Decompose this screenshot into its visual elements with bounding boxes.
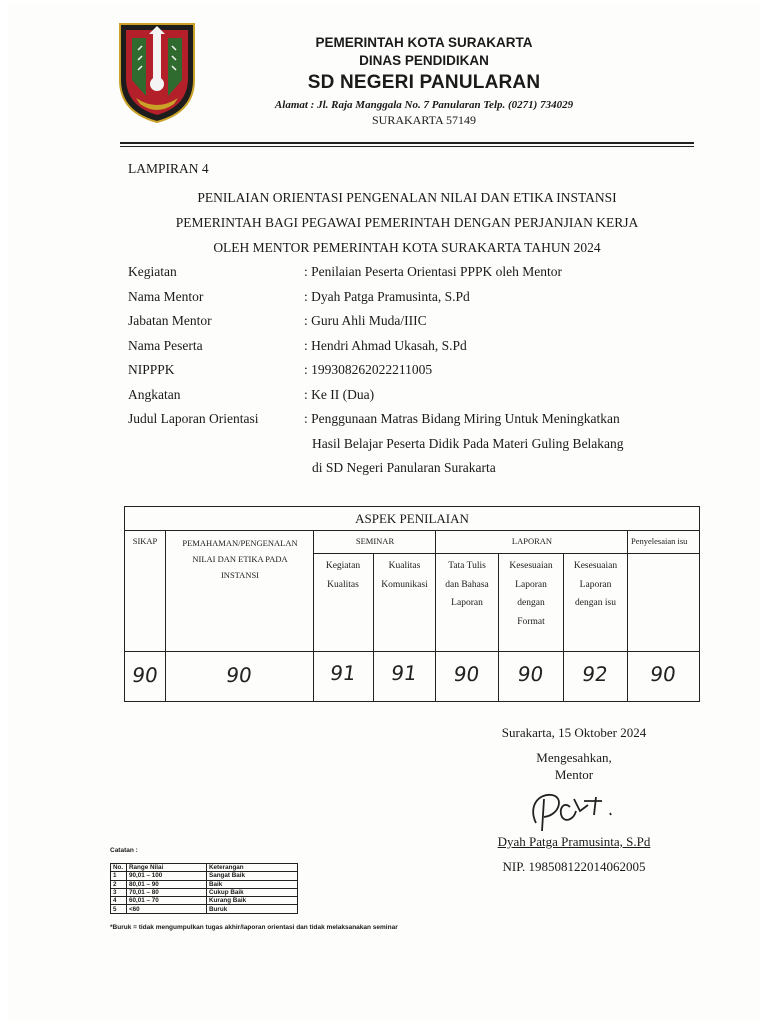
info-value — [304, 407, 688, 481]
letterhead-department: DINAS PENDIDIKAN — [359, 53, 489, 68]
col-pemahaman — [167, 535, 313, 583]
report-title-line-1: : Penggunaan Matras Bidang Miring Untuk Meningkatkan — [304, 411, 620, 426]
info-row — [128, 285, 688, 310]
row-divider — [313, 553, 699, 554]
sub-line: Format — [517, 616, 545, 627]
legend-cell: Kurang Baik — [207, 897, 298, 905]
city-emblem-logo — [116, 20, 198, 124]
info-label: Kegiatan — [128, 264, 177, 279]
info-value: : Penilaian Peserta Orientasi PPPK oleh Mentor — [304, 264, 562, 279]
signature-name: Dyah Patga Pramusinta, S.Pd — [497, 834, 651, 849]
info-value: : Hendri Ahmad Ukasah, S.Pd — [304, 337, 467, 353]
info-value: : 199308262022211005 — [304, 362, 433, 377]
col-laporan: LAPORAN — [511, 536, 553, 546]
info-label: Jabatan Mentor — [128, 313, 212, 328]
legend-cell: 70,01 – 80 — [127, 888, 207, 896]
handwritten-signature — [514, 785, 634, 835]
participant-info — [128, 260, 688, 481]
row-divider — [125, 651, 699, 652]
title-line-3: OLEH MENTOR PEMERINTAH KOTA SURAKARTA TAHUN 2024 — [213, 240, 601, 255]
score-tata-tulis: 90 — [452, 662, 481, 686]
signature-approve: Mengesahkan, — [536, 750, 612, 765]
letterhead-school: SD NEGERI PANULARAN — [307, 72, 541, 93]
info-row — [128, 358, 688, 383]
info-label: Judul Laporan Orientasi — [128, 411, 259, 426]
letterhead-city: SURAKARTA 57149 — [372, 113, 476, 127]
score-penyelesaian-isu: 90 — [648, 662, 678, 686]
report-title-line-3: di SD Negeri Panularan Surakarta — [312, 460, 496, 475]
signature-nip: NIP. 198508122014062005 — [502, 859, 646, 874]
sub-line: Kualitas — [327, 579, 359, 590]
sub-kesesuaian-format — [499, 557, 563, 631]
legend-cell: <60 — [127, 905, 207, 913]
letterhead-government: PEMERINTAH KOTA SURAKARTA — [315, 35, 533, 50]
title-line-2: PEMERINTAH BAGI PEGAWAI PEMERINTAH DENGAN PERJANJIAN KERJA — [175, 215, 639, 230]
sub-line: dengan isu — [575, 598, 616, 608]
sub-line: Laporan — [515, 579, 547, 590]
legend-cell: Buruk — [207, 905, 298, 913]
info-value: : Guru Ahli Muda/IIIC — [304, 313, 427, 328]
col-sikap: SIKAP — [132, 536, 158, 546]
legend-cell: Baik — [207, 880, 298, 888]
attachment-number: LAMPIRAN 4 — [128, 161, 209, 176]
sub-line: Kualitas — [388, 561, 421, 571]
signature-block — [464, 724, 684, 875]
report-title-line-2: Hasil Belajar Peserta Didik Pada Materi Guling Belakang — [312, 435, 624, 451]
info-label: Nama Mentor — [128, 288, 204, 304]
col-pemahaman-line: NILAI DAN ETIKA PADA — [192, 554, 288, 564]
score-kesesuaian-isu: 92 — [580, 662, 610, 686]
signature-role: Mentor — [554, 767, 594, 782]
legend-cell: 3 — [111, 888, 127, 896]
legend-cell: 80,01 – 90 — [127, 880, 207, 888]
sub-line: Tata Tulis — [448, 561, 486, 571]
sub-line: dengan — [517, 598, 545, 608]
legend-title: Catatan : — [110, 847, 138, 854]
sub-kegiatan-kualitas — [313, 557, 373, 594]
info-row — [128, 260, 688, 285]
info-label: NIPPPK — [128, 362, 175, 377]
letterhead-address: Alamat : Jl. Raja Manggala No. 7 Panularan Telp. (0271) 734029 — [274, 99, 574, 111]
col-pemahaman-line: PEMAHAMAN/PENGENALAN — [182, 538, 298, 548]
legend-cell: 5 — [111, 905, 127, 913]
assessment-table — [124, 506, 700, 702]
sub-kesesuaian-isu — [564, 557, 627, 613]
legend-row — [111, 905, 298, 913]
legend-header-cell: Range Nilai — [127, 864, 207, 872]
score-pemahaman: 90 — [224, 663, 254, 687]
sub-line: Laporan — [451, 598, 483, 608]
sub-line: Kegiatan — [325, 561, 361, 571]
legend-cell: 1 — [111, 872, 127, 880]
score-kesesuaian-format: 90 — [516, 662, 545, 686]
sub-kualitas-komunikasi — [374, 557, 435, 594]
info-label: Nama Peserta — [128, 337, 203, 353]
col-seminar: SEMINAR — [355, 536, 395, 546]
legend-row — [111, 872, 298, 880]
sub-line: Kesesuaian — [573, 561, 618, 571]
legend-cell: Sangat Baik — [207, 872, 298, 880]
document-page — [8, 4, 760, 1020]
legend-cell: 2 — [111, 880, 127, 888]
sub-line: Kesesuaian — [509, 561, 553, 571]
score-sikap: 90 — [130, 663, 160, 687]
info-row — [128, 334, 688, 359]
score-kualitas-komunikasi: 91 — [389, 661, 419, 685]
info-row — [128, 309, 688, 334]
document-title — [120, 185, 694, 260]
col-isu: Penyelesaian isu — [631, 536, 688, 546]
assessment-header: ASPEK PENILAIAN — [125, 507, 699, 531]
legend-row — [111, 897, 298, 905]
legend-cell: 4 — [111, 897, 127, 905]
legend-cell: 90,01 – 100 — [127, 872, 207, 880]
letterhead-rule-thick — [120, 142, 694, 144]
signature-place-date: Surakarta, 15 Oktober 2024 — [501, 725, 647, 740]
sub-line: Laporan — [579, 579, 612, 590]
info-label: Angkatan — [128, 386, 181, 402]
sub-line: Komunikasi — [381, 579, 428, 590]
legend-row — [111, 880, 298, 888]
legend-header-row — [111, 864, 298, 872]
legend-header-cell: No. — [111, 864, 127, 872]
info-value: : Dyah Patga Pramusinta, S.Pd — [304, 288, 470, 304]
legend-cell: 60,01 – 70 — [127, 897, 207, 905]
title-line-1: PENILAIAN ORIENTASI PENGENALAN NILAI DAN ETIKA INSTANSI — [197, 190, 617, 205]
letterhead-rule-thin — [120, 146, 694, 147]
legend-table — [110, 863, 298, 914]
info-row-report-title — [128, 407, 688, 481]
letterhead — [208, 34, 640, 128]
legend-header-cell: Keterangan — [207, 864, 298, 872]
score-kegiatan-kualitas: 91 — [328, 661, 358, 685]
legend-footnote: *Buruk = tidak mengumpulkan tugas akhir/laporan orientasi dan tidak melaksanakan seminar — [110, 924, 398, 931]
info-value: : Ke II (Dua) — [304, 386, 375, 402]
sub-line: dan Bahasa — [445, 579, 489, 590]
legend-row — [111, 888, 298, 896]
legend-cell: Cukup Baik — [207, 888, 298, 896]
sub-tata-tulis — [436, 557, 498, 613]
col-pemahaman-line: INSTANSI — [220, 570, 260, 580]
info-row — [128, 383, 688, 408]
